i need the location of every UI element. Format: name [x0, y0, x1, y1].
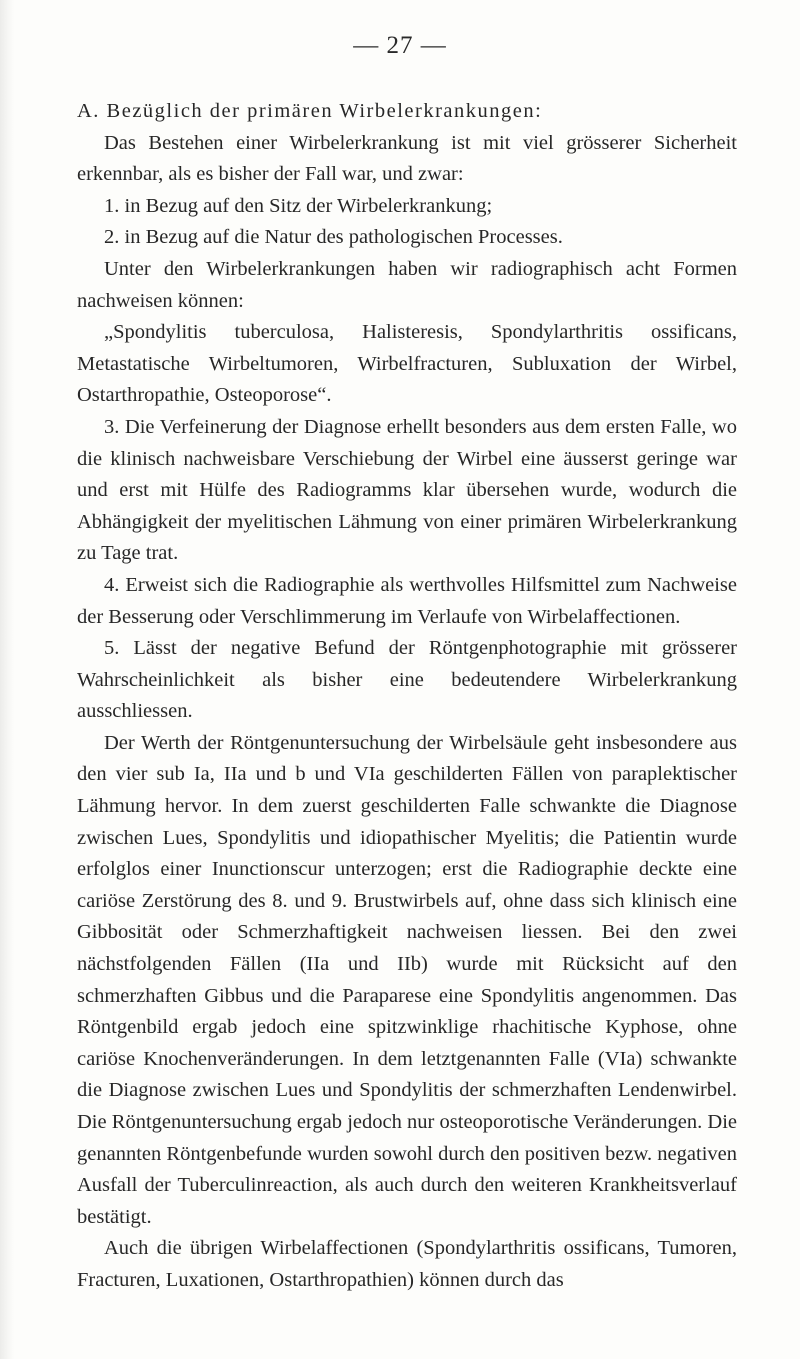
paragraph: „Spondylitis tuberculosa, Halisteresis, Spondylarthritis ossificans, Metastatische Wirbeltumoren, Wirbelfracturen, Subluxation der Wirbel, Ostarthropathie, Osteoporose“. — [77, 321, 737, 407]
page-edge-shadow — [0, 0, 14, 1359]
paragraph: Der Werth der Röntgenuntersuchung der Wirbelsäule geht insbesondere aus den vier sub Ia, IIa und b und VIa geschilderten Fällen von paraplektischer Lähmung hervor. In dem zuerst geschilderten Falle schwankte die Diagnose zwischen Lues, Spondylitis und idiopathischer Myelitis; die Patientin wurde erfolglos einer Inunctionscur unterzogen; erst die Radiographie deckte eine cariöse Zerstörung des 8. und 9. Brustwirbels auf, ohne dass sich klinisch eine Gibbosität oder Schmerzhaftigkeit nachweisen liessen. Bei den zwei nächstfolgenden Fällen (IIa und IIb) wurde mit Rücksicht auf den schmerzhaften Gibbus und die Paraparese eine Spondylitis angenommen. Das Röntgenbild ergab jedoch eine spitzwinklige rhachitische Kyphose, ohne cariöse Knochenveränderungen. In dem letztgenannten Falle (VIa) schwankte die Diagnose zwischen Lues und Spondylitis der schmerzhaften Lendenwirbel. Die Röntgenuntersuchung ergab jedoch nur osteoporotische Veränderungen. Die genannten Röntgenbefunde wurden sowohl durch den positiven bezw. negativen Ausfall der Tuberculinreaction, als auch durch den weiteren Krankheitsverlauf bestätigt. — [77, 731, 737, 1228]
paragraph: 2. in Bezug auf die Natur des pathologischen Processes. — [104, 226, 563, 249]
paragraph: Auch die übrigen Wirbelaffectionen (Spondylarthritis ossificans, Tumoren, Fracturen, Luxationen, Ostarthropathien) können durch das — [77, 1237, 737, 1291]
section-heading: A. Bezüglich der primären Wirbelerkrankungen: — [77, 100, 543, 122]
body-text — [77, 96, 737, 1297]
page-number: — 27 — — [353, 32, 447, 59]
paragraph: 3. Die Verfeinerung der Diagnose erhellt besonders aus dem ersten Falle, wo die klinisch nachweisbare Verschiebung der Wirbel eine äusserst geringe war und erst mit Hülfe des Radiogramms klar übersehen wurde, wodurch die Abhängigkeit der myelitischen Lähmung von einer primären Wirbelerkrankung zu Tage trat. — [77, 415, 737, 565]
paragraph: Unter den Wirbelerkrankungen haben wir radiographisch acht Formen nachweisen können: — [77, 257, 737, 312]
paragraph: 4. Erweist sich die Radiographie als werthvolles Hilfsmittel zum Nachweise der Besserung oder Verschlimmerung im Verlaufe von Wirbelaffectionen. — [77, 573, 737, 628]
paragraph: 5. Lässt der negative Befund der Röntgenphotographie mit grösserer Wahrscheinlichkeit als bisher eine bedeutendere Wirbelerkrankung ausschliessen. — [77, 637, 737, 723]
paragraph: 1. in Bezug auf den Sitz der Wirbelerkrankung; — [104, 194, 493, 217]
paragraph: Das Bestehen einer Wirbelerkrankung ist mit viel grösserer Sicherheit erkennbar, als es bisher der Fall war, und zwar: — [77, 131, 737, 186]
